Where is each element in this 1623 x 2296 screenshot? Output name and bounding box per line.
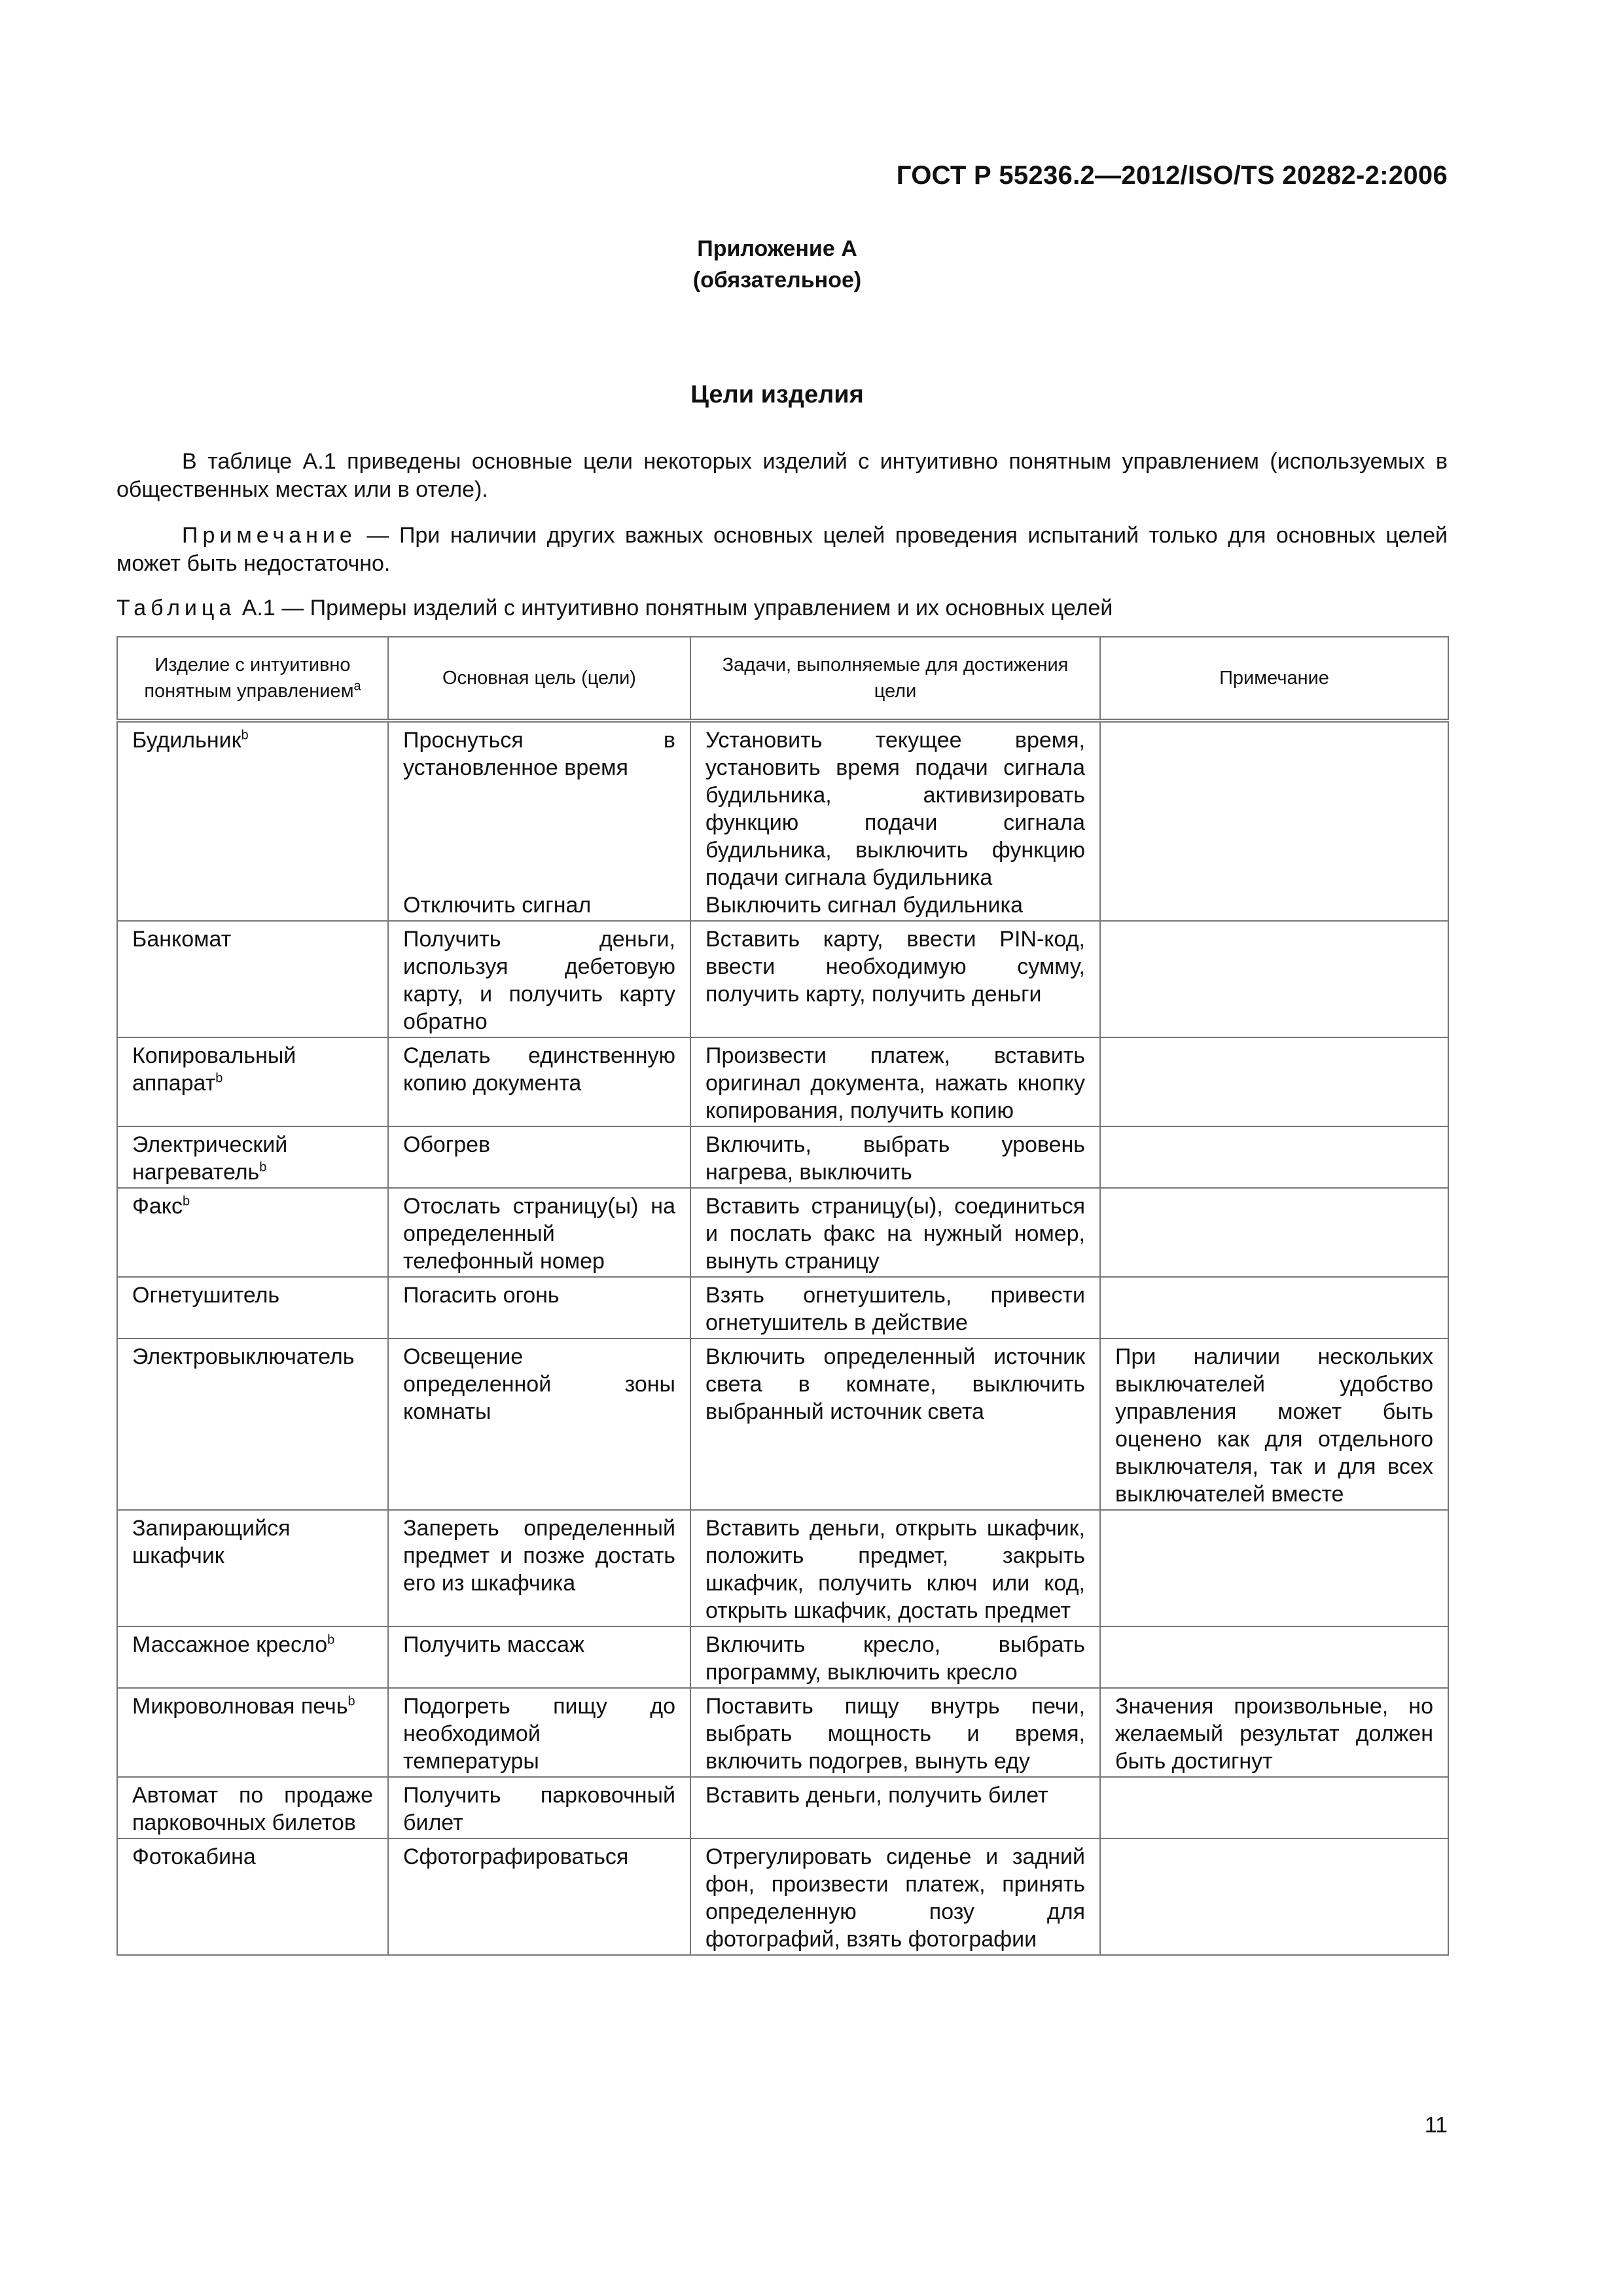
- cell-note: [1100, 921, 1448, 1037]
- cell-note: [1100, 1510, 1448, 1626]
- footnote-mark: b: [327, 1632, 335, 1647]
- cell-tasks: Произвести платеж, вставить оригинал документа, нажать кнопку копирования, получить копию: [690, 1037, 1100, 1126]
- cell-tasks: Поставить пищу внутрь печи, выбрать мощность и время, включить подогрев, вынуть еду: [690, 1688, 1100, 1777]
- cell-tasks: Вставить деньги, открыть шкафчик, положить предмет, закрыть шкафчик, получить ключ или код, открыть шкафчик, достать предмет: [690, 1510, 1100, 1626]
- cell-tasks: Вставить деньги, получить билет: [690, 1777, 1100, 1839]
- header-note: Примечание: [1100, 637, 1448, 721]
- cell-product: Огнетушитель: [117, 1277, 388, 1338]
- cell-note: [1100, 1188, 1448, 1277]
- cell-goal: Подогреть пищу до необходимой температуры: [388, 1688, 690, 1777]
- table-caption-text: А.1 — Примеры изделий с интуитивно понятным управлением и их основных целей: [236, 596, 1113, 620]
- footnote-mark: b: [215, 1071, 223, 1086]
- cell-tasks: Отрегулировать сиденье и задний фон, произвести платеж, принять определенную позу для фотографий, взять фотографии: [690, 1839, 1100, 1955]
- table-row: [117, 1188, 1448, 1277]
- annex-heading: [0, 233, 1554, 296]
- cell-tasks-secondary: Выключить сигнал будильника: [705, 893, 1024, 918]
- cell-goal: Погасить огонь: [388, 1277, 690, 1338]
- cell-goal: Отослать страницу(ы) на определенный телефонный номер: [388, 1188, 690, 1277]
- cell-goal: Обогрев: [388, 1126, 690, 1188]
- cell-goal: Получить деньги, используя дебетовую карту, и получить карту обратно: [388, 921, 690, 1037]
- cell-goal-secondary: Отключить сигнал: [403, 893, 592, 918]
- cell-goal: Освещение определенной зоны комнаты: [388, 1338, 690, 1510]
- standard-designation: ГОСТ Р 55236.2—2012/ISO/TS 20282-2:2006: [896, 161, 1448, 190]
- cell-goal: Запереть определенный предмет и позже достать его из шкафчика: [388, 1510, 690, 1626]
- cell-goal: Получить парковочный билет: [388, 1777, 690, 1839]
- product-goals-table: [116, 636, 1449, 1956]
- annex-label: Приложение А: [697, 236, 857, 261]
- cell-product: Электровыключатель: [117, 1338, 388, 1510]
- table-row: [117, 921, 1448, 1037]
- cell-tasks: Включить, выбрать уровень нагрева, выключить: [690, 1126, 1100, 1188]
- page-number: 11: [1424, 2113, 1448, 2138]
- footnote-mark: b: [183, 1194, 190, 1209]
- annex-status: (обязательное): [692, 268, 862, 293]
- cell-product: Копировальный аппарат$^b$: [117, 1037, 388, 1126]
- note-paragraph: [116, 522, 1448, 578]
- cell-note: [1100, 1126, 1448, 1188]
- cell-product: Запирающийся шкафчик: [117, 1510, 388, 1626]
- intro-paragraph: В таблице А.1 приведены основные цели некоторых изделий с интуитивно понятным управлением (используемых в общественных местах или в отеле).: [116, 449, 1448, 502]
- table-row: [117, 721, 1448, 921]
- table-row: [117, 1277, 1448, 1338]
- footnote-mark: b: [348, 1694, 355, 1709]
- note-text: — При наличии других важных основных целей проведения испытаний только для основных целей может быть недостаточно.: [116, 523, 1448, 576]
- cell-note: [1100, 1277, 1448, 1338]
- table-row: [117, 1510, 1448, 1626]
- cell-goal: Проснуться в установленное время Отключить сигнал: [388, 721, 690, 921]
- cell-note: [1100, 1037, 1448, 1126]
- cell-product: Фотокабина: [117, 1839, 388, 1955]
- table-row: [117, 1338, 1448, 1510]
- cell-product: Автомат по продаже парковочных билетов: [117, 1777, 388, 1839]
- cell-tasks: Взять огнетушитель, привести огнетушитель в действие: [690, 1277, 1100, 1338]
- header-product: Изделие с интуитивно понятным управлением$^a$: [117, 637, 388, 721]
- cell-tasks: Установить текущее время, установить время подачи сигнала будильника, активизировать функцию подачи сигнала будильника, выключить функцию подачи сигнала будильника Выключить сигнал будильника: [690, 721, 1100, 921]
- footnote-mark: b: [241, 728, 249, 743]
- cell-note: [1100, 1839, 1448, 1955]
- cell-product: Электрический нагреватель$^b$: [117, 1126, 388, 1188]
- cell-goal: Сфотографироваться: [388, 1839, 690, 1955]
- footnote-mark: b: [259, 1160, 267, 1175]
- cell-note: Значения произвольные, но желаемый результат должен быть достигнут: [1100, 1688, 1448, 1777]
- header-goal: Основная цель (цели): [388, 637, 690, 721]
- cell-note: [1100, 721, 1448, 921]
- table-row: [117, 1839, 1448, 1955]
- annex-title: Цели изделия: [690, 381, 864, 408]
- table-header-row: [117, 637, 1448, 721]
- table-row: [117, 1126, 1448, 1188]
- header-tasks: Задачи, выполняемые для достижения цели: [690, 637, 1100, 721]
- cell-product: Массажное кресло$^b$: [117, 1626, 388, 1688]
- cell-product: Банкомат: [117, 921, 388, 1037]
- table-row: [117, 1626, 1448, 1688]
- cell-note: [1100, 1626, 1448, 1688]
- footnote-mark: a: [353, 679, 361, 694]
- cell-tasks: Вставить карту, ввести PIN-код, ввести необходимую сумму, получить карту, получить деньги: [690, 921, 1100, 1037]
- table-row: [117, 1688, 1448, 1777]
- cell-product: Факс$^b$: [117, 1188, 388, 1277]
- cell-product: Будильник$^b$: [117, 721, 388, 921]
- cell-note: При наличии нескольких выключателей удобство управления может быть оценено как для отдельного выключателя, так и для всех выключателей вместе: [1100, 1338, 1448, 1510]
- cell-goal: Получить массаж: [388, 1626, 690, 1688]
- note-label: Примечание: [182, 523, 357, 548]
- cell-product: Микроволновая печь$^b$: [117, 1688, 388, 1777]
- table-row: [117, 1777, 1448, 1839]
- cell-goal: Сделать единственную копию документа: [388, 1037, 690, 1126]
- cell-tasks: Включить определенный источник света в комнате, выключить выбранный источник света: [690, 1338, 1100, 1510]
- table-caption: [116, 594, 1113, 622]
- cell-note: [1100, 1777, 1448, 1839]
- cell-tasks: Вставить страницу(ы), соединиться и послать факс на нужный номер, вынуть страницу: [690, 1188, 1100, 1277]
- table-caption-label: Таблица: [116, 596, 236, 620]
- table-row: [117, 1037, 1448, 1126]
- cell-tasks: Включить кресло, выбрать программу, выключить кресло: [690, 1626, 1100, 1688]
